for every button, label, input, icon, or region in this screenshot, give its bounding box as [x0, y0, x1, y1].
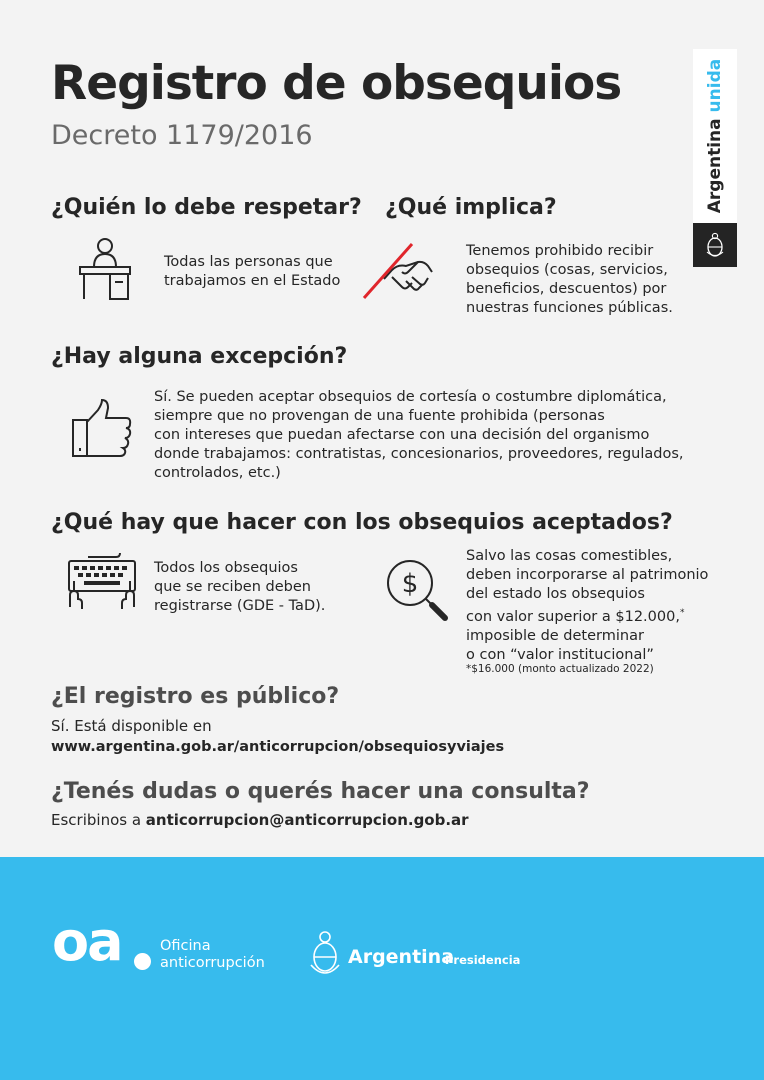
page-subtitle: Decreto 1179/2016: [51, 120, 313, 151]
exception-text-line: controlados, etc.): [154, 465, 281, 481]
accepted-left-line: que se reciben deben: [154, 579, 311, 595]
what-text-line: nuestras funciones públicas.: [466, 300, 673, 316]
badge-text-main: Argentina: [705, 112, 725, 214]
contact-email-link[interactable]: anticorrupcion@anticorrupcion.gob.ar: [145, 811, 469, 829]
exception-text-line: Sí. Se pueden aceptar obsequios de cortesía o costumbre diplomática,: [154, 389, 667, 405]
national-coat-of-arms-icon: [693, 223, 737, 267]
crossed-handshake-icon: [362, 241, 446, 301]
who-text-line: trabajamos en el Estado: [164, 273, 341, 289]
registry-link[interactable]: www.argentina.gob.ar/anticorrupcion/obsequiosyviajes: [51, 739, 505, 755]
accepted-right-text: [466, 547, 708, 665]
contact-text: [51, 811, 469, 830]
national-coat-of-arms-icon: [308, 929, 342, 979]
exception-text-line: siempre que no provengan de una fuente prohibida (personas: [154, 408, 605, 424]
page-title: Registro de obsequios: [51, 56, 622, 111]
who-text-line: Todas las personas que: [164, 254, 333, 270]
accepted-right-line: Salvo las cosas comestibles,: [466, 548, 673, 564]
what-heading: ¿Qué implica?: [385, 195, 557, 220]
exception-heading: ¿Hay alguna excepción?: [51, 344, 348, 369]
accepted-right-line: deben incorporarse al patrimonio: [466, 567, 709, 583]
public-text: Sí. Está disponible en: [51, 717, 212, 735]
exception-text: [154, 388, 684, 483]
accepted-right-line: [466, 604, 708, 627]
svg-text:$: $: [401, 569, 419, 599]
accepted-right-line: o con “valor institucional”: [466, 646, 654, 663]
what-text-line: obsequios (cosas, servicios,: [466, 262, 668, 278]
badge-text-panel: [693, 49, 737, 223]
keyboard-typing-icon: [66, 551, 138, 611]
oa-name-line: anticorrupción: [160, 955, 265, 971]
what-text-line: Tenemos prohibido recibir: [466, 243, 654, 259]
oa-name: [160, 938, 265, 972]
footnote: *$16.000 (monto actualizado 2022): [466, 663, 654, 675]
presidencia-label: Presidencia: [445, 953, 521, 967]
badge-seal-panel: [693, 223, 737, 267]
argentina-wordmark: Argentina: [348, 946, 455, 968]
contact-heading: ¿Tenés dudas o querés hacer una consulta?: [51, 779, 590, 804]
oa-name-line: Oficina: [160, 938, 211, 954]
what-text: [466, 242, 673, 318]
who-heading: ¿Quién lo debe respetar?: [51, 195, 362, 220]
who-text: [164, 253, 340, 291]
argentina-unida-badge: [693, 49, 737, 267]
exception-text-line: con intereses que puedan afectarse con una decisión del organismo: [154, 427, 650, 443]
accepted-left-text: [154, 559, 325, 616]
dollar-magnifier-icon: [385, 558, 451, 624]
oa-logo: oa: [52, 910, 122, 973]
accepted-right-line: del estado los obsequios: [466, 586, 645, 602]
accepted-heading: ¿Qué hay que hacer con los obsequios aceptados?: [51, 510, 673, 535]
exception-text-line: donde trabajamos: contratistas, concesionarios, proveedores, regulados,: [154, 446, 684, 462]
thumbs-up-icon: [70, 398, 134, 458]
badge-text-accent: unida: [705, 58, 725, 113]
contact-prefix: Escribinos a: [51, 811, 146, 829]
public-heading: ¿El registro es público?: [51, 684, 340, 709]
accepted-left-line: registrarse (GDE - TaD).: [154, 598, 326, 614]
badge-text: [705, 59, 725, 213]
what-text-line: beneficios, descuentos) por: [466, 281, 667, 297]
asterisk-mark: *: [679, 608, 685, 618]
oa-logo-dot: [134, 953, 151, 970]
accepted-left-line: Todos los obsequios: [154, 560, 298, 576]
person-at-desk-icon: [77, 237, 133, 301]
accepted-right-line: imposible de determinar: [466, 627, 644, 644]
accepted-right-line-text: con valor superior a $12.000,: [466, 608, 680, 625]
